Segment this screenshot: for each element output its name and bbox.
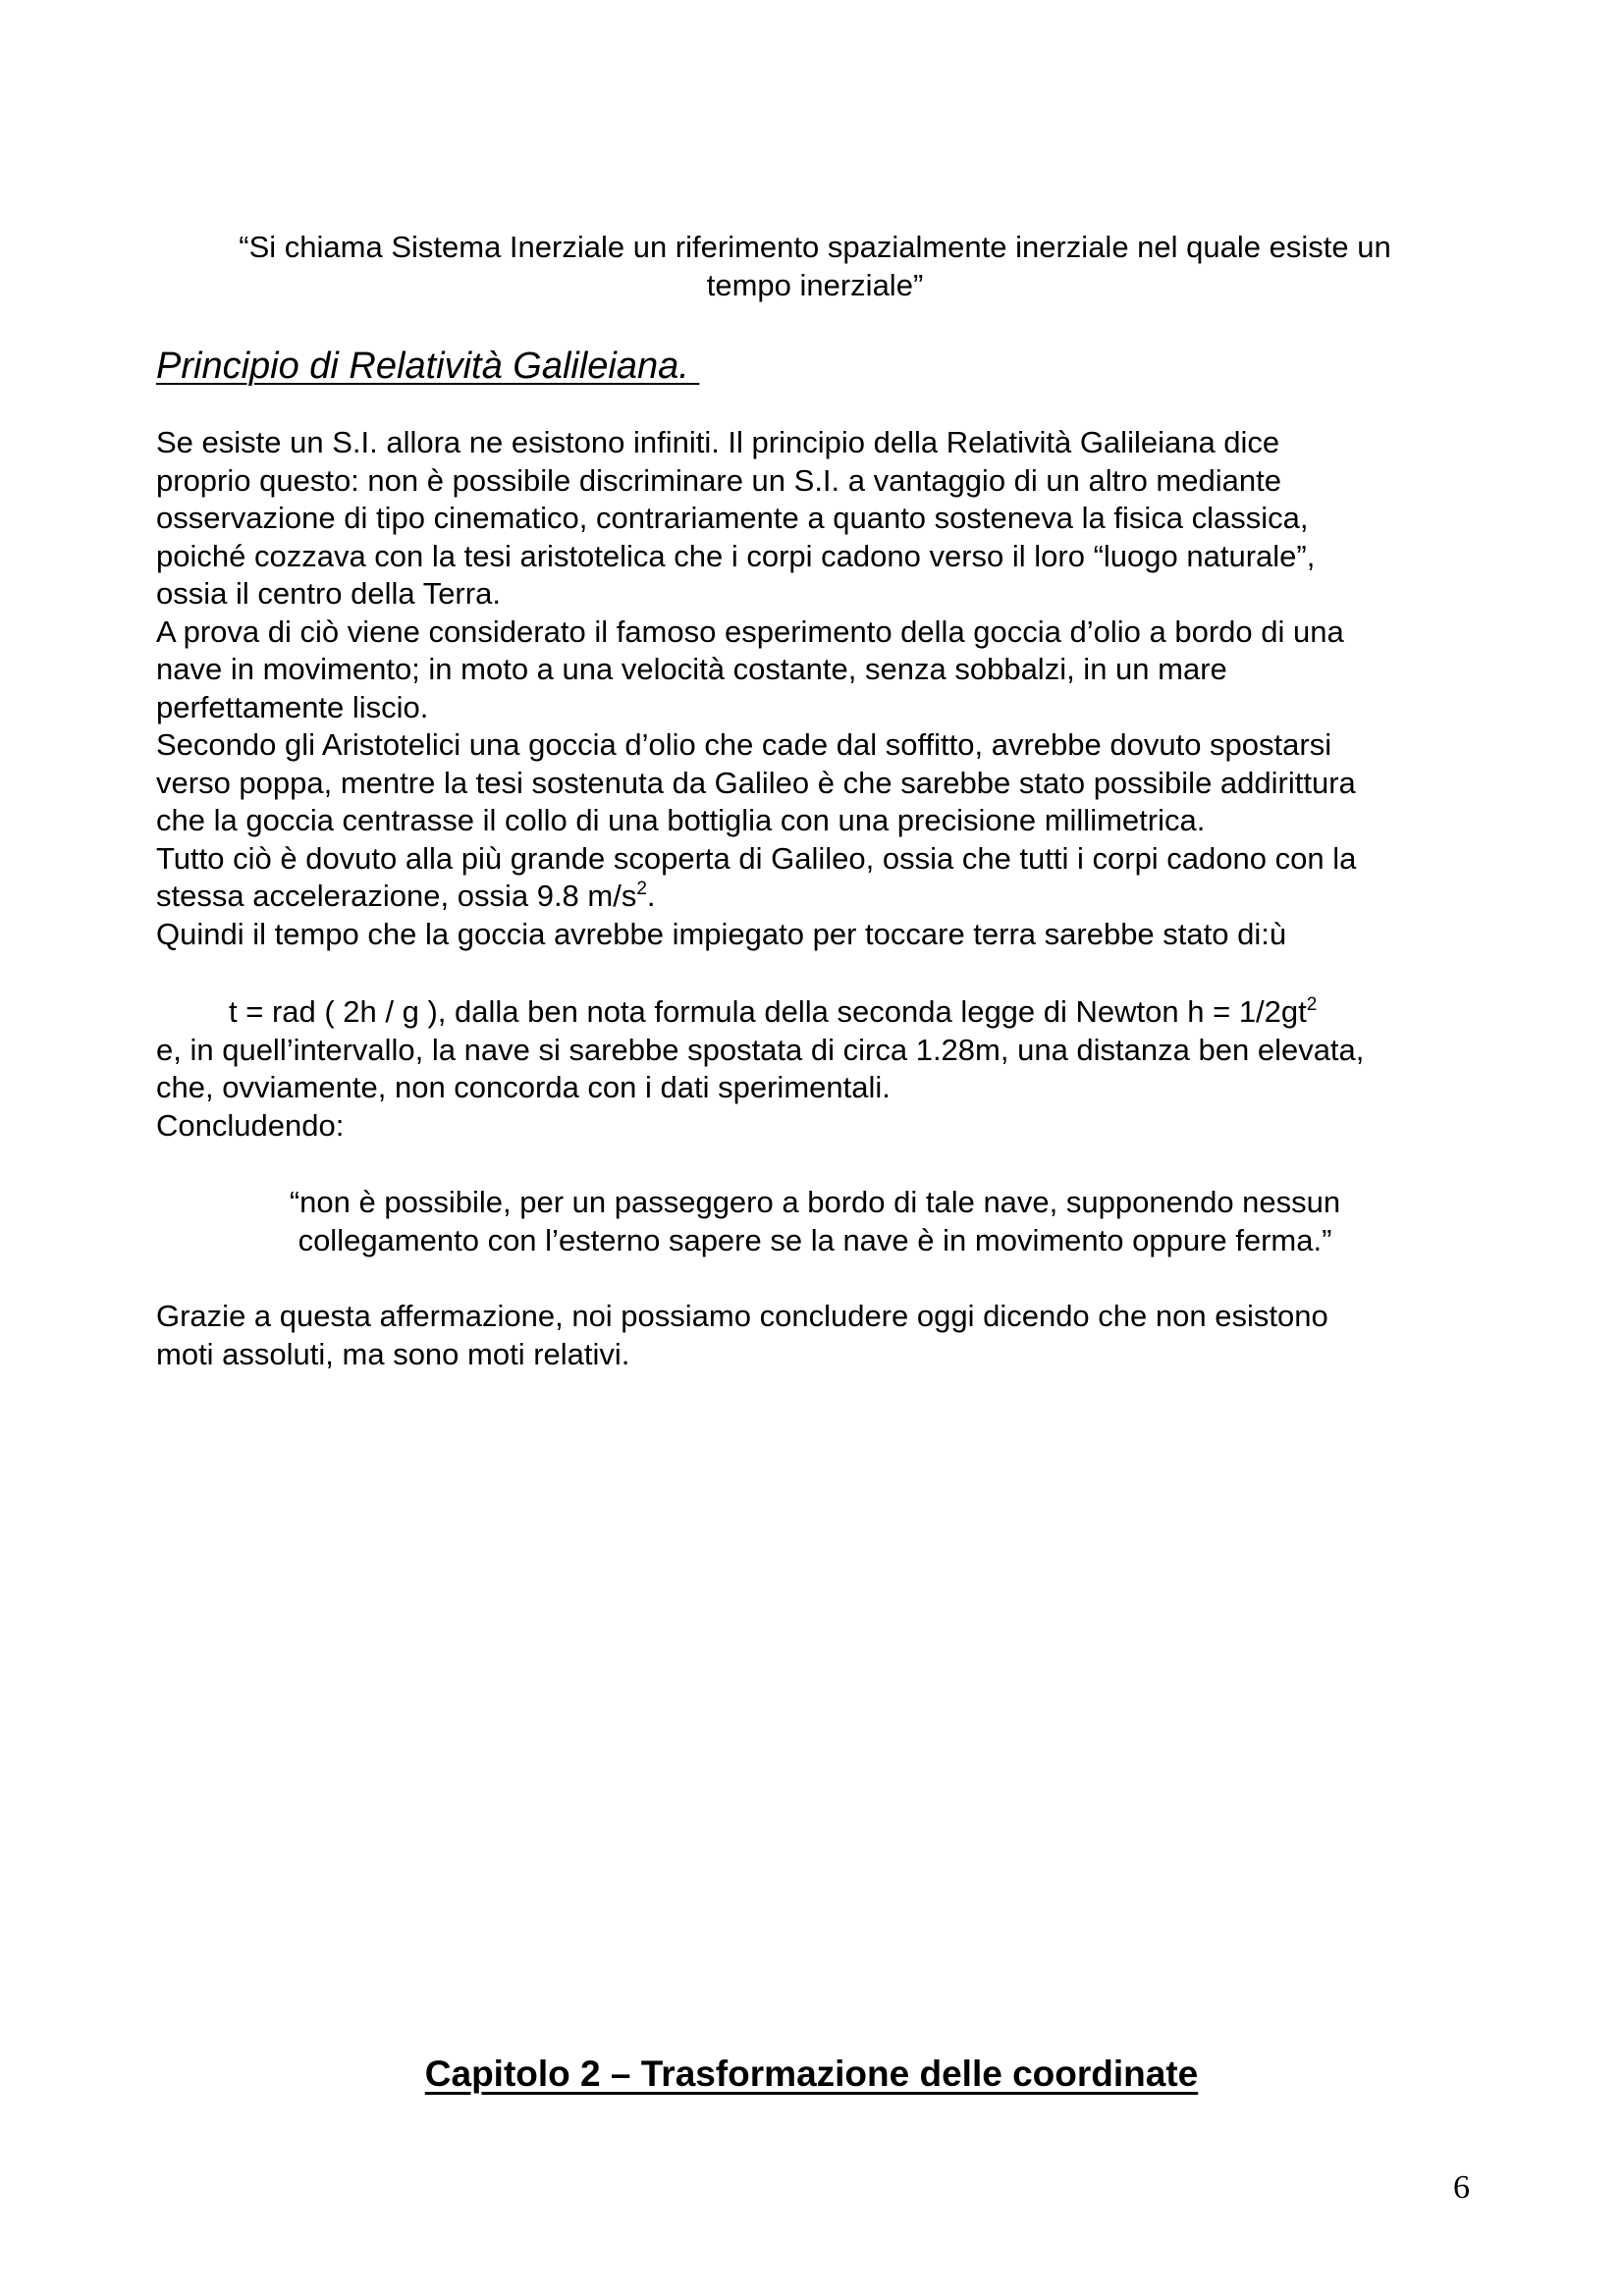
acceleration-text: stessa accelerazione, ossia 9.8 m/s bbox=[156, 879, 637, 913]
quote-line: collegamento con l’esterno sapere se la nave è in movimento oppure ferma.” bbox=[298, 1223, 1332, 1257]
text-line: verso poppa, mentre la tesi sostenuta da Galileo è che sarebbe stato possibile addirittura bbox=[156, 765, 1356, 800]
text-line: Grazie a questa affermazione, noi possiamo concludere oggi dicendo che non esistono bbox=[156, 1299, 1328, 1333]
exponent: 2 bbox=[636, 879, 647, 899]
text-line: ossia il centro della Terra. bbox=[156, 576, 501, 611]
acceleration-line bbox=[156, 878, 1491, 916]
section-title: Principio di Relatività Galileiana. bbox=[156, 346, 700, 387]
text-line: Tutto ciò è dovuto alla più grande scoperta di Galileo, ossia che tutti i corpi cadono con la bbox=[156, 840, 1357, 876]
text-line: e, in quell’intervallo, la nave si sarebbe spostata di circa 1.28m, una distanza ben elevata, bbox=[156, 1032, 1365, 1067]
intro-paragraphs bbox=[156, 424, 1491, 953]
period: . bbox=[646, 879, 656, 913]
formula-line bbox=[156, 993, 1491, 1032]
page-number: 6 bbox=[1453, 2169, 1470, 2206]
text-line: moti assoluti, ma sono moti relativi. bbox=[156, 1336, 630, 1371]
text-line: che, ovviamente, non concorda con i dati sperimentali. bbox=[156, 1070, 891, 1104]
text-line: perfettamente liscio. bbox=[156, 689, 429, 724]
text-line: Secondo gli Aristotelici una goccia d’olio che cade dal soffitto, avrebbe dovuto spostarsi bbox=[156, 727, 1332, 762]
quote-line: “Si chiama Sistema Inerziale un riferimento spazialmente inerziale nel quale esiste un bbox=[239, 230, 1391, 264]
formula-paragraph bbox=[156, 993, 1491, 1145]
text-line: Quindi il tempo che la goccia avrebbe impiegato per toccare terra sarebbe stato di:ù bbox=[156, 916, 1287, 951]
quote-line: tempo inerziale” bbox=[706, 268, 924, 302]
exponent: 2 bbox=[1306, 994, 1318, 1015]
conclusion-paragraph bbox=[156, 1298, 1491, 1373]
text-line: Concludendo: bbox=[156, 1107, 345, 1143]
text-line: A prova di ciò viene considerato il famoso esperimento della goccia d’olio a bordo di una bbox=[156, 614, 1344, 649]
text-line: Se esiste un S.I. allora ne esistono infiniti. Il principio della Relatività Galileiana dice bbox=[156, 425, 1280, 459]
chapter-title: Capitolo 2 – Trasformazione delle coordinate bbox=[424, 2054, 1199, 2094]
text-line: osservazione di tipo cinematico, contrariamente a quanto sosteneva la fisica classica, bbox=[156, 501, 1309, 535]
ship-passenger-quote bbox=[177, 1183, 1453, 1259]
text-line: che la goccia centrasse il collo di una bottiglia con una precisione millimetrica. bbox=[156, 803, 1206, 837]
text-line: poiché cozzava con la tesi aristotelica che i corpi cadono verso il loro “luogo naturale”, bbox=[156, 538, 1316, 573]
inertial-system-quote bbox=[177, 228, 1453, 304]
formula-text: t = rad ( 2h / g ), dalla ben nota formula della seconda legge di Newton h = 1/2gt bbox=[229, 994, 1307, 1029]
text-line: proprio questo: non è possibile discriminare un S.I. a vantaggio di un altro mediante bbox=[156, 462, 1281, 498]
quote-line: “non è possibile, per un passeggero a bordo di tale nave, supponendo nessun bbox=[289, 1185, 1341, 1219]
text-line: nave in movimento; in moto a una velocità costante, senza sobbalzi, in un mare bbox=[156, 652, 1227, 686]
